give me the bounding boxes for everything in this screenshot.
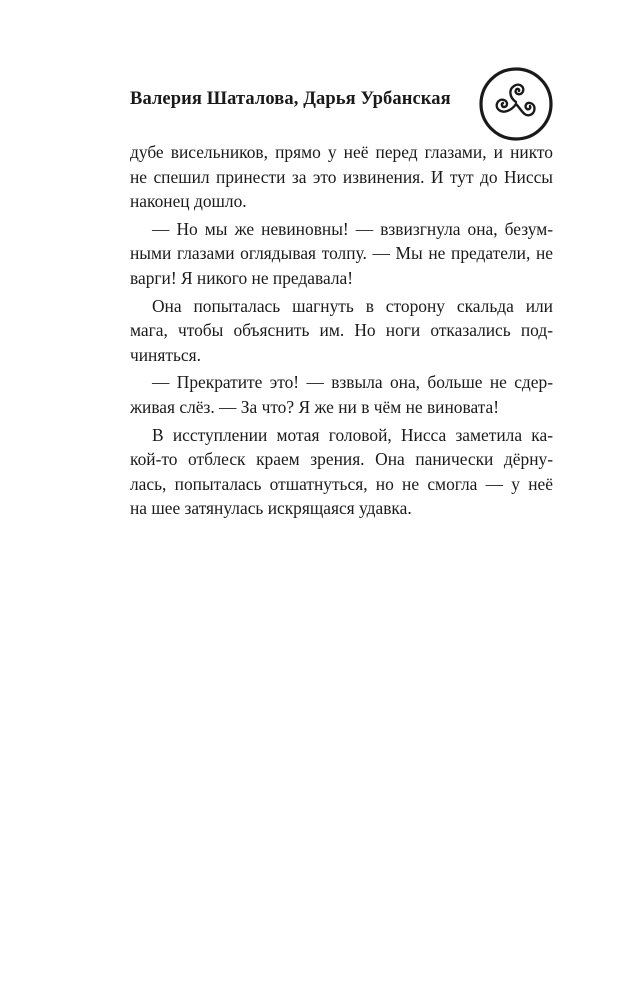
paragraph bbox=[130, 423, 553, 521]
text-line: ными глазами оглядывая толпу. — Мы не предатели, не bbox=[130, 243, 553, 264]
text-line: — Прекратите это! — взвыла она, больше не сдер- bbox=[152, 372, 553, 393]
text-line: — Но мы же невиновны! — взвизгнула она, безум- bbox=[152, 218, 553, 239]
paragraph bbox=[130, 140, 553, 214]
text-line: дубе висельников, прямо у неё перед глазами, и никто bbox=[130, 142, 553, 162]
text-line: не спешил принести за это извинения. И тут до Ниссы bbox=[130, 166, 553, 187]
text-line: наконец дошло. bbox=[130, 191, 247, 212]
paragraph bbox=[130, 370, 553, 419]
text-line: варги! Я никого не предавала! bbox=[130, 267, 354, 288]
paragraph bbox=[130, 294, 553, 368]
text-line: В исступлении мотая головой, Нисса заметила ка- bbox=[152, 424, 553, 445]
text-line: кой-то отблеск краем зрения. Она панически дёрну- bbox=[130, 449, 553, 470]
text-line: на шее затянулась искрящаяся удавка. bbox=[130, 498, 412, 519]
text-line: чиняться. bbox=[130, 344, 201, 365]
body-text bbox=[130, 140, 553, 524]
text-line: живая слёз. — За что? Я же ни в чём не виновата! bbox=[130, 396, 500, 417]
triskelion-spiral-icon bbox=[478, 66, 554, 142]
text-line: Она попыталась шагнуть в сторону скальда или bbox=[152, 295, 553, 316]
running-header: Валерия Шаталова, Дарья Урбанская bbox=[130, 89, 451, 109]
text-line: лась, попыталась отшатнуться, но не смогла — у неё bbox=[130, 473, 553, 494]
paragraph bbox=[130, 217, 553, 291]
text-line: мага, чтобы объяснить им. Но ноги отказались под- bbox=[130, 320, 553, 341]
